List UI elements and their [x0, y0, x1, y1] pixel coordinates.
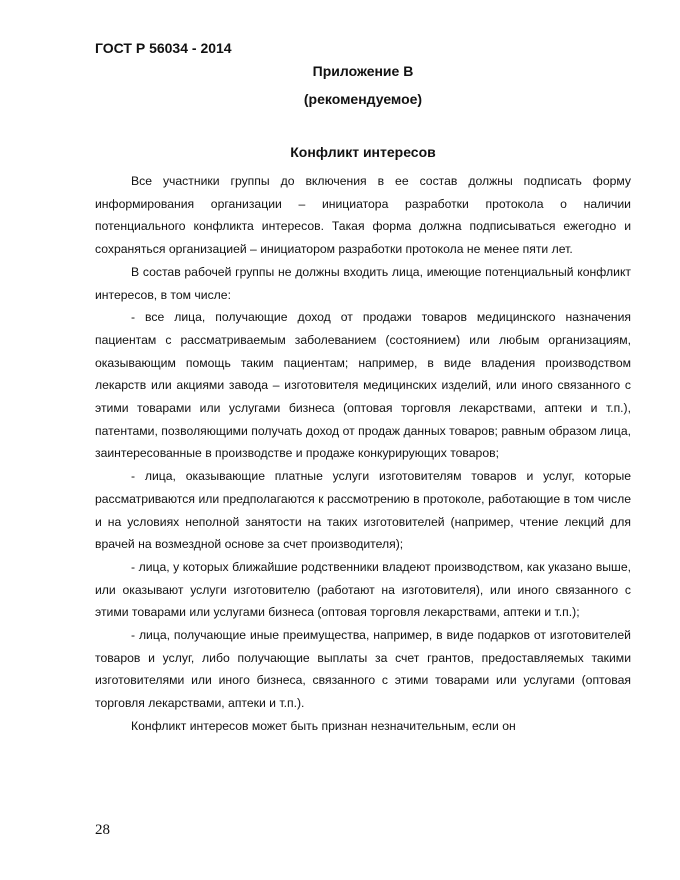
list-item-paid-services: - лица, оказывающие платные услуги изготовителям товаров и услуг, которые рассматриваются или предполагаются к рассмотрению в протоколе, работающие в том числе и на условиях неполной занятости на таких изготовителей (например, чтение лекций для врачей на возмездной основе за счет производителя); — [95, 469, 631, 552]
paragraph-intro: Все участники группы до включения в ее состав должны подписать форму информирования организации – инициатора разработки протокола о наличии потенциального конфликта интересов. Такая форма должна подписываться ежегодно и сохраняться организацией – инициатором разработки протокола не менее пяти лет. — [95, 174, 631, 257]
body-text — [95, 170, 631, 738]
page-number: 28 — [95, 822, 110, 838]
standard-code: ГОСТ Р 56034 - 2014 — [95, 40, 232, 56]
paragraph-composition: В состав рабочей группы не должны входить лица, имеющие потенциальный конфликт интересов, в том числе: — [95, 264, 631, 302]
appendix-title: Приложение В — [312, 63, 414, 79]
list-item-income: - все лица, получающие доход от продажи товаров медицинского назначения пациентам с рассматриваемым заболеванием (состоянием) или любым организациям, оказывающим помощь таким пациентам; например, в виде владения производством лекарств или акциями завода – изготовителя медицинских изделий, или иного связанного с этими товарами или услугами бизнеса (оптовая торговля лекарствами, аптеки и т.п.), патентами, позволяющими получать доход от продаж данных товаров; равным образом лица, заинтересованные в производстве и продаже конкурирующих товаров; — [95, 310, 631, 461]
section-title: Конфликт интересов — [290, 144, 436, 160]
appendix-subtitle: (рекомендуемое) — [303, 91, 423, 107]
list-item-benefits: - лица, получающие иные преимущества, например, в виде подарков от изготовителей товаров и услуг, либо получающие выплаты за счет грантов, предоставляемых такими изготовителями или иного бизнеса, связанного с этими товарами или услугами (оптовая торговля лекарствами, аптеки и т.п.). — [95, 628, 631, 711]
paragraph-conclusion: Конфликт интересов может быть признан незначительным, если он — [131, 718, 516, 733]
list-item-relatives: - лица, у которых ближайшие родственники владеют производством, как указано выше, или оказывают услуги изготовителю (работают на изготовителя), или иного связанного с этими товарами или услугами бизнеса (оптовая торговля лекарствами, аптеки и т.п.); — [95, 559, 631, 620]
